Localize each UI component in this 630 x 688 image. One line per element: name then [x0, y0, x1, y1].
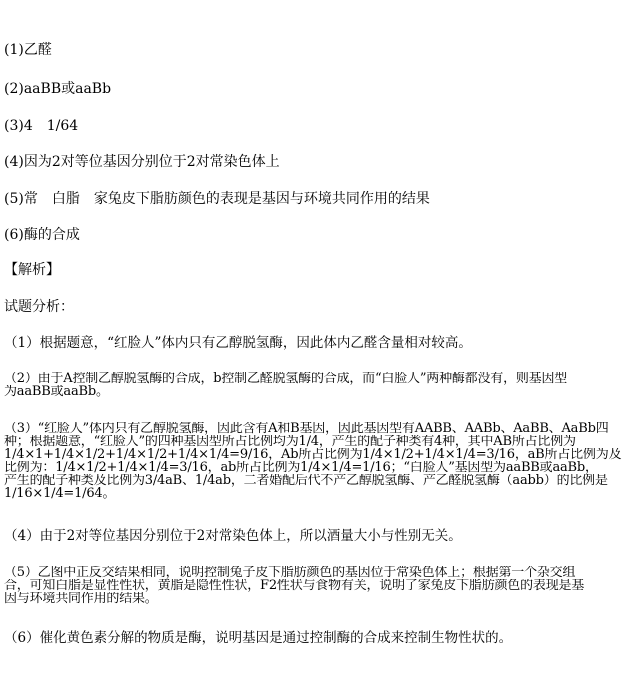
analysis-paragraph-3-line: 产生的配子种类及比例为3/4aB、1/4ab，二者婚配后代不产乙醇脱氢酶、产乙醛脱氢酶（aabb）的比例是 [4, 474, 608, 487]
analysis-paragraph-3-line: 种；根据题意，“红脸人”的四种基因型所占比例均为1/4，产生的配子种类有4种，其中AB所占比例为 [4, 435, 576, 448]
answer-6: (6)酶的合成 [4, 227, 80, 243]
analysis-paragraph-3 [4, 422, 626, 500]
answer-4: (4)因为2对等位基因分别位于2对常染色体上 [4, 154, 280, 170]
analysis-paragraph-6: （6）催化黄色素分解的物质是酶，说明基因是通过控制酶的合成来控制生物性状的。 [4, 630, 513, 646]
analysis-paragraph-5-line: （5）乙图中正反交结果相同，说明控制兔子皮下脂肪颜色的基因位于常染色体上；根据第一个杂交组 [4, 566, 576, 579]
analysis-paragraph-2-line: （2）由于A控制乙醇脱氢酶的合成，b控制乙醛脱氢酶的合成，而“白脸人”两种酶都没有，则基因型 [4, 372, 568, 385]
answer-5: (5)常 白脂 家兔皮下脂肪颜色的表现是基因与环境共同作用的结果 [4, 191, 430, 207]
analysis-paragraph-2-line: 为aaBB或aaBb。 [4, 385, 109, 398]
analysis-paragraph-3-line: 1/4×1+1/4×1/2+1/4×1/2+1/4×1/4=9/16，Ab所占比例为1/4×1/2+1/4×1/4=3/16，aB所占比例为及 [4, 448, 622, 461]
analysis-paragraph-2 [4, 372, 626, 398]
analysis-paragraph-3-line: （3）“红脸人”体内只有乙醇脱氢酶，因此含有A和B基因，因此基因型有AABB、AABb、AaBB、AaBb四 [4, 422, 609, 435]
answer-3: (3)4 1/64 [4, 118, 79, 134]
analysis-paragraph-3-line: 比例为：1/4×1/2+1/4×1/4=3/16，ab所占比例为1/4×1/4=1/16；“白脸人”基因型为aaBB或aaBb， [4, 461, 598, 474]
analysis-intro: 试题分析： [4, 299, 74, 315]
answer-2: (2)aaBB或aaBb [4, 81, 112, 97]
analysis-heading: 【解析】 [4, 262, 60, 278]
analysis-paragraph-5-line: 合，可知白脂是显性性状，黄脂是隐性性状，F2性状与食物有关，说明了家兔皮下脂肪颜色的表现是基 [4, 579, 585, 592]
analysis-paragraph-3-line: 1/16×1/4=1/64。 [4, 487, 116, 500]
analysis-paragraph-5 [4, 566, 626, 605]
answer-1: (1)乙醛 [4, 42, 52, 58]
analysis-paragraph-4: （4）由于2对等位基因分别位于2对常染色体上，所以酒量大小与性别无关。 [4, 528, 462, 544]
analysis-paragraph-1: （1）根据题意，“红脸人”体内只有乙醇脱氢酶，因此体内乙醛含量相对较高。 [4, 335, 472, 351]
analysis-paragraph-5-line: 因与环境共同作用的结果。 [4, 592, 158, 605]
